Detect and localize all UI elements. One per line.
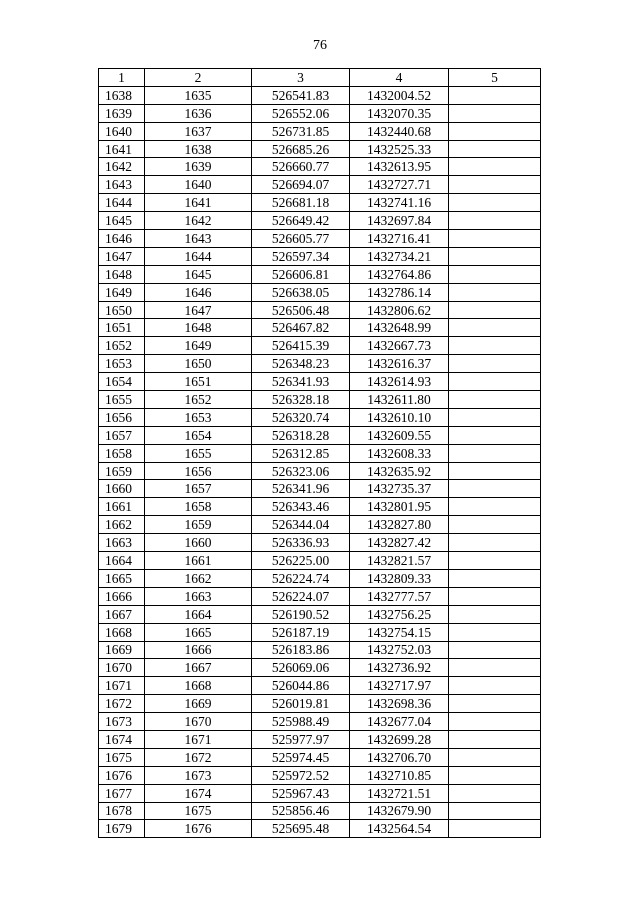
table-cell-col-2: 1675 xyxy=(145,802,252,820)
table-cell-col-5 xyxy=(449,86,541,104)
table-cell-col-5 xyxy=(449,194,541,212)
table-cell-col-2: 1676 xyxy=(145,820,252,838)
table-cell-col-2: 1658 xyxy=(145,498,252,516)
table-cell-col-2: 1665 xyxy=(145,623,252,641)
table-cell-col-1: 1675 xyxy=(99,748,145,766)
table-cell-col-4: 1432801.95 xyxy=(350,498,449,516)
table-cell-col-1: 1661 xyxy=(99,498,145,516)
table-cell-col-1: 1658 xyxy=(99,444,145,462)
table-cell-col-4: 1432608.33 xyxy=(350,444,449,462)
table-row xyxy=(99,355,541,373)
table-cell-col-1: 1650 xyxy=(99,301,145,319)
table-cell-col-1: 1665 xyxy=(99,569,145,587)
table-cell-col-1: 1677 xyxy=(99,784,145,802)
table-cell-col-2: 1635 xyxy=(145,86,252,104)
table-cell-col-1: 1671 xyxy=(99,677,145,695)
table-cell-col-3: 526694.07 xyxy=(252,176,350,194)
table-cell-col-4: 1432614.93 xyxy=(350,373,449,391)
table-cell-col-1: 1654 xyxy=(99,373,145,391)
table-cell-col-4: 1432809.33 xyxy=(350,569,449,587)
table-cell-col-2: 1651 xyxy=(145,373,252,391)
table-cell-col-5 xyxy=(449,283,541,301)
table-cell-col-3: 526320.74 xyxy=(252,408,350,426)
table-cell-col-3: 526649.42 xyxy=(252,212,350,230)
table-cell-col-3: 526343.46 xyxy=(252,498,350,516)
table-cell-col-3: 526638.05 xyxy=(252,283,350,301)
table-cell-col-1: 1640 xyxy=(99,122,145,140)
table-cell-col-2: 1667 xyxy=(145,659,252,677)
table-cell-col-1: 1667 xyxy=(99,605,145,623)
table-cell-col-3: 526341.93 xyxy=(252,373,350,391)
table-cell-col-5 xyxy=(449,498,541,516)
table-cell-col-5 xyxy=(449,784,541,802)
table-cell-col-2: 1668 xyxy=(145,677,252,695)
column-header-4: 4 xyxy=(350,69,449,87)
table-row xyxy=(99,587,541,605)
table-cell-col-2: 1662 xyxy=(145,569,252,587)
table-cell-col-5 xyxy=(449,534,541,552)
table-cell-col-1: 1666 xyxy=(99,587,145,605)
table-cell-col-2: 1672 xyxy=(145,748,252,766)
table-row xyxy=(99,534,541,552)
table-cell-col-2: 1670 xyxy=(145,713,252,731)
table-row xyxy=(99,426,541,444)
table-row xyxy=(99,516,541,534)
table-cell-col-3: 526685.26 xyxy=(252,140,350,158)
table-cell-col-1: 1673 xyxy=(99,713,145,731)
table-cell-col-5 xyxy=(449,641,541,659)
table-cell-col-3: 526415.39 xyxy=(252,337,350,355)
table-cell-col-5 xyxy=(449,140,541,158)
table-cell-col-5 xyxy=(449,373,541,391)
table-cell-col-1: 1645 xyxy=(99,212,145,230)
table-cell-col-2: 1646 xyxy=(145,283,252,301)
table-cell-col-2: 1664 xyxy=(145,605,252,623)
table-row xyxy=(99,569,541,587)
table-cell-col-4: 1432525.33 xyxy=(350,140,449,158)
table-cell-col-3: 526019.81 xyxy=(252,695,350,713)
table-cell-col-5 xyxy=(449,748,541,766)
table-cell-col-4: 1432735.37 xyxy=(350,480,449,498)
table-cell-col-2: 1649 xyxy=(145,337,252,355)
table-cell-col-5 xyxy=(449,659,541,677)
table-cell-col-2: 1660 xyxy=(145,534,252,552)
table-row xyxy=(99,623,541,641)
table-cell-col-1: 1649 xyxy=(99,283,145,301)
table-cell-col-1: 1663 xyxy=(99,534,145,552)
column-header-3: 3 xyxy=(252,69,350,87)
table-cell-col-1: 1644 xyxy=(99,194,145,212)
table-cell-col-3: 526224.74 xyxy=(252,569,350,587)
table-cell-col-2: 1666 xyxy=(145,641,252,659)
table-cell-col-4: 1432756.25 xyxy=(350,605,449,623)
table-cell-col-4: 1432679.90 xyxy=(350,802,449,820)
table-cell-col-4: 1432727.71 xyxy=(350,176,449,194)
table-cell-col-3: 526541.83 xyxy=(252,86,350,104)
table-cell-col-4: 1432564.54 xyxy=(350,820,449,838)
table-cell-col-4: 1432721.51 xyxy=(350,784,449,802)
table-cell-col-1: 1642 xyxy=(99,158,145,176)
table-cell-col-1: 1653 xyxy=(99,355,145,373)
table-row xyxy=(99,194,541,212)
table-row xyxy=(99,176,541,194)
table-cell-col-3: 525695.48 xyxy=(252,820,350,838)
table-cell-col-4: 1432706.70 xyxy=(350,748,449,766)
table-cell-col-4: 1432717.97 xyxy=(350,677,449,695)
table-cell-col-2: 1669 xyxy=(145,695,252,713)
table-row xyxy=(99,391,541,409)
table-row xyxy=(99,265,541,283)
table-row xyxy=(99,86,541,104)
column-header-2: 2 xyxy=(145,69,252,87)
table-cell-col-1: 1670 xyxy=(99,659,145,677)
table-cell-col-4: 1432786.14 xyxy=(350,283,449,301)
table-row xyxy=(99,677,541,695)
table-header-row xyxy=(99,69,541,87)
table-cell-col-4: 1432827.80 xyxy=(350,516,449,534)
table-cell-col-5 xyxy=(449,605,541,623)
column-header-5: 5 xyxy=(449,69,541,87)
table-cell-col-1: 1641 xyxy=(99,140,145,158)
table-cell-col-5 xyxy=(449,480,541,498)
page-number: 76 xyxy=(313,38,327,53)
table-row xyxy=(99,319,541,337)
table-cell-col-4: 1432440.68 xyxy=(350,122,449,140)
table-cell-col-5 xyxy=(449,230,541,248)
table-row xyxy=(99,140,541,158)
table-cell-col-2: 1650 xyxy=(145,355,252,373)
table-cell-col-2: 1642 xyxy=(145,212,252,230)
table-cell-col-2: 1656 xyxy=(145,462,252,480)
table-cell-col-2: 1655 xyxy=(145,444,252,462)
column-header-1: 1 xyxy=(99,69,145,87)
table-cell-col-4: 1432699.28 xyxy=(350,730,449,748)
table-cell-col-4: 1432698.36 xyxy=(350,695,449,713)
table-cell-col-4: 1432710.85 xyxy=(350,766,449,784)
table-cell-col-5 xyxy=(449,104,541,122)
table-cell-col-4: 1432616.37 xyxy=(350,355,449,373)
table-cell-col-3: 526187.19 xyxy=(252,623,350,641)
table-cell-col-5 xyxy=(449,337,541,355)
table-cell-col-2: 1661 xyxy=(145,552,252,570)
table-cell-col-1: 1674 xyxy=(99,730,145,748)
table-cell-col-5 xyxy=(449,587,541,605)
table-row xyxy=(99,498,541,516)
table-cell-col-5 xyxy=(449,802,541,820)
table-cell-col-2: 1654 xyxy=(145,426,252,444)
table-cell-col-4: 1432610.10 xyxy=(350,408,449,426)
table-cell-col-2: 1671 xyxy=(145,730,252,748)
table-cell-col-4: 1432827.42 xyxy=(350,534,449,552)
table-cell-col-4: 1432806.62 xyxy=(350,301,449,319)
table-cell-col-2: 1674 xyxy=(145,784,252,802)
table-cell-col-1: 1656 xyxy=(99,408,145,426)
table-cell-col-4: 1432613.95 xyxy=(350,158,449,176)
table-cell-col-3: 526069.06 xyxy=(252,659,350,677)
table-cell-col-1: 1652 xyxy=(99,337,145,355)
table-cell-col-4: 1432609.55 xyxy=(350,426,449,444)
table-cell-col-5 xyxy=(449,319,541,337)
table-row xyxy=(99,230,541,248)
table-cell-col-4: 1432070.35 xyxy=(350,104,449,122)
table-cell-col-5 xyxy=(449,212,541,230)
table-cell-col-2: 1659 xyxy=(145,516,252,534)
table-cell-col-4: 1432741.16 xyxy=(350,194,449,212)
table-cell-col-5 xyxy=(449,122,541,140)
table-cell-col-2: 1639 xyxy=(145,158,252,176)
table-cell-col-5 xyxy=(449,820,541,838)
table-row xyxy=(99,212,541,230)
table-cell-col-5 xyxy=(449,408,541,426)
table-cell-col-4: 1432004.52 xyxy=(350,86,449,104)
table-row xyxy=(99,337,541,355)
table-cell-col-1: 1638 xyxy=(99,86,145,104)
table-cell-col-2: 1663 xyxy=(145,587,252,605)
table-cell-col-5 xyxy=(449,730,541,748)
table-cell-col-3: 525974.45 xyxy=(252,748,350,766)
table-row xyxy=(99,408,541,426)
table-cell-col-1: 1678 xyxy=(99,802,145,820)
table-row xyxy=(99,122,541,140)
table-row xyxy=(99,444,541,462)
table-cell-col-5 xyxy=(449,516,541,534)
table-cell-col-3: 526224.07 xyxy=(252,587,350,605)
table-row xyxy=(99,695,541,713)
table-cell-col-3: 525967.43 xyxy=(252,784,350,802)
table-cell-col-5 xyxy=(449,623,541,641)
table-cell-col-4: 1432677.04 xyxy=(350,713,449,731)
table-cell-col-2: 1645 xyxy=(145,265,252,283)
table-row xyxy=(99,462,541,480)
table-cell-col-3: 526731.85 xyxy=(252,122,350,140)
table-row xyxy=(99,605,541,623)
table-cell-col-5 xyxy=(449,713,541,731)
table-cell-col-3: 526467.82 xyxy=(252,319,350,337)
table-cell-col-5 xyxy=(449,426,541,444)
table-cell-col-5 xyxy=(449,301,541,319)
table-row xyxy=(99,641,541,659)
table-cell-col-1: 1639 xyxy=(99,104,145,122)
table-cell-col-4: 1432752.03 xyxy=(350,641,449,659)
table-row xyxy=(99,158,541,176)
table-cell-col-3: 526506.48 xyxy=(252,301,350,319)
table-row xyxy=(99,373,541,391)
table-cell-col-3: 526660.77 xyxy=(252,158,350,176)
table-body xyxy=(99,86,541,837)
table-cell-col-4: 1432777.57 xyxy=(350,587,449,605)
table-cell-col-1: 1648 xyxy=(99,265,145,283)
table-cell-col-3: 526323.06 xyxy=(252,462,350,480)
table-cell-col-3: 526328.18 xyxy=(252,391,350,409)
table-cell-col-2: 1638 xyxy=(145,140,252,158)
table-cell-col-3: 526552.06 xyxy=(252,104,350,122)
table-row xyxy=(99,480,541,498)
table-cell-col-2: 1657 xyxy=(145,480,252,498)
table-cell-col-3: 526344.04 xyxy=(252,516,350,534)
table-cell-col-4: 1432736.92 xyxy=(350,659,449,677)
table-cell-col-1: 1669 xyxy=(99,641,145,659)
table-cell-col-5 xyxy=(449,265,541,283)
table-cell-col-4: 1432635.92 xyxy=(350,462,449,480)
table-row xyxy=(99,748,541,766)
table-cell-col-1: 1660 xyxy=(99,480,145,498)
table-cell-col-4: 1432697.84 xyxy=(350,212,449,230)
table-cell-col-3: 526336.93 xyxy=(252,534,350,552)
table-cell-col-3: 526341.96 xyxy=(252,480,350,498)
table-cell-col-1: 1664 xyxy=(99,552,145,570)
table-row xyxy=(99,247,541,265)
table-cell-col-1: 1668 xyxy=(99,623,145,641)
table-cell-col-2: 1652 xyxy=(145,391,252,409)
table-cell-col-1: 1679 xyxy=(99,820,145,838)
table-cell-col-4: 1432764.86 xyxy=(350,265,449,283)
table-cell-col-1: 1647 xyxy=(99,247,145,265)
table-cell-col-4: 1432611.80 xyxy=(350,391,449,409)
table-cell-col-3: 526044.86 xyxy=(252,677,350,695)
table-cell-col-1: 1655 xyxy=(99,391,145,409)
table-cell-col-2: 1653 xyxy=(145,408,252,426)
table-cell-col-1: 1672 xyxy=(99,695,145,713)
table-cell-col-3: 526190.52 xyxy=(252,605,350,623)
table-cell-col-5 xyxy=(449,569,541,587)
table-cell-col-2: 1643 xyxy=(145,230,252,248)
table-cell-col-3: 525972.52 xyxy=(252,766,350,784)
table-row xyxy=(99,283,541,301)
table-cell-col-4: 1432734.21 xyxy=(350,247,449,265)
table-row xyxy=(99,802,541,820)
table-cell-col-3: 526318.28 xyxy=(252,426,350,444)
table-row xyxy=(99,713,541,731)
table-cell-col-5 xyxy=(449,158,541,176)
table-cell-col-3: 526183.86 xyxy=(252,641,350,659)
table-row xyxy=(99,730,541,748)
table-cell-col-5 xyxy=(449,444,541,462)
table-cell-col-4: 1432754.15 xyxy=(350,623,449,641)
table-cell-col-1: 1643 xyxy=(99,176,145,194)
table-cell-col-3: 525988.49 xyxy=(252,713,350,731)
table-cell-col-5 xyxy=(449,766,541,784)
table-cell-col-2: 1637 xyxy=(145,122,252,140)
table-cell-col-1: 1646 xyxy=(99,230,145,248)
table-cell-col-2: 1636 xyxy=(145,104,252,122)
table-cell-col-5 xyxy=(449,247,541,265)
table-cell-col-1: 1657 xyxy=(99,426,145,444)
coordinates-table xyxy=(98,68,541,838)
table-cell-col-4: 1432821.57 xyxy=(350,552,449,570)
table-row xyxy=(99,301,541,319)
table-cell-col-4: 1432716.41 xyxy=(350,230,449,248)
table-row xyxy=(99,820,541,838)
table-cell-col-3: 526606.81 xyxy=(252,265,350,283)
table-cell-col-5 xyxy=(449,552,541,570)
table-cell-col-4: 1432648.99 xyxy=(350,319,449,337)
table-cell-col-4: 1432667.73 xyxy=(350,337,449,355)
table-cell-col-2: 1647 xyxy=(145,301,252,319)
table-row xyxy=(99,784,541,802)
table-cell-col-3: 526597.34 xyxy=(252,247,350,265)
table-cell-col-3: 525977.97 xyxy=(252,730,350,748)
table-cell-col-1: 1651 xyxy=(99,319,145,337)
table-cell-col-3: 526605.77 xyxy=(252,230,350,248)
table-cell-col-1: 1676 xyxy=(99,766,145,784)
table-cell-col-2: 1640 xyxy=(145,176,252,194)
table-cell-col-5 xyxy=(449,677,541,695)
table-cell-col-2: 1641 xyxy=(145,194,252,212)
table-cell-col-3: 526225.00 xyxy=(252,552,350,570)
table-row xyxy=(99,552,541,570)
table-cell-col-1: 1662 xyxy=(99,516,145,534)
table-cell-col-3: 526348.23 xyxy=(252,355,350,373)
table-cell-col-3: 526681.18 xyxy=(252,194,350,212)
table-cell-col-2: 1644 xyxy=(145,247,252,265)
table-cell-col-2: 1673 xyxy=(145,766,252,784)
table-cell-col-5 xyxy=(449,462,541,480)
table-cell-col-5 xyxy=(449,391,541,409)
table-row xyxy=(99,104,541,122)
table-cell-col-3: 525856.46 xyxy=(252,802,350,820)
table-cell-col-3: 526312.85 xyxy=(252,444,350,462)
table-cell-col-5 xyxy=(449,355,541,373)
table-row xyxy=(99,659,541,677)
table-cell-col-5 xyxy=(449,695,541,713)
table-row xyxy=(99,766,541,784)
table-cell-col-2: 1648 xyxy=(145,319,252,337)
table-cell-col-5 xyxy=(449,176,541,194)
table-cell-col-1: 1659 xyxy=(99,462,145,480)
